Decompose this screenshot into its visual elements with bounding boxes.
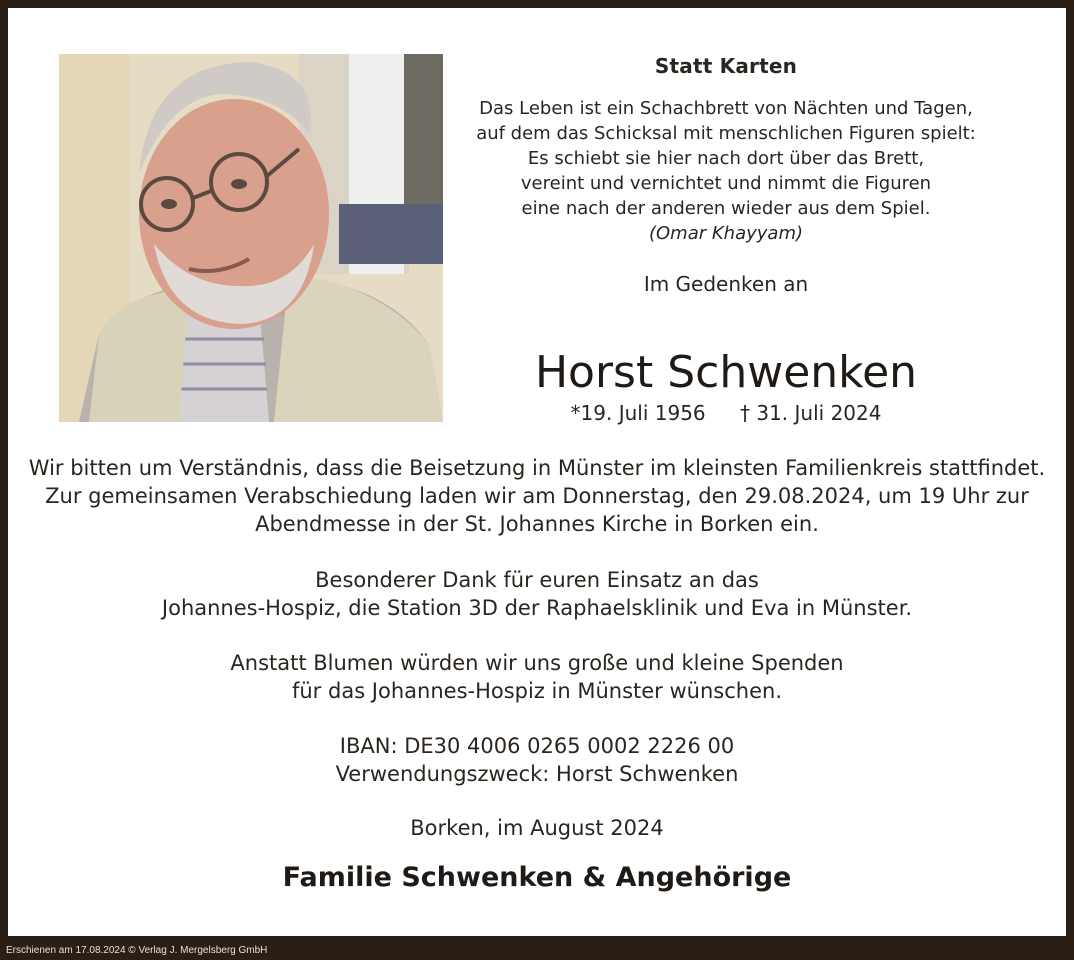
header-block (451, 52, 1001, 298)
memorial-intro: Im Gedenken an (643, 272, 809, 296)
statt-karten-heading: Statt Karten (654, 54, 798, 78)
family-signature: Familie Schwenken & Angehörige (282, 862, 792, 893)
life-dates (451, 400, 1001, 426)
payment-reference: Verwendungszweck: Horst Schwenken (335, 762, 739, 786)
deceased-name: Horst Schwenken (534, 347, 918, 398)
text-line: Johannes-Hospiz, die Station 3D der Raphaelsklinik und Eva in Münster. (161, 596, 913, 620)
iban: IBAN: DE30 4006 0265 0002 2226 00 (339, 734, 735, 758)
portrait-photo (59, 54, 443, 422)
text-line: für das Johannes-Hospiz in Münster wünschen. (291, 679, 782, 703)
obituary-card (8, 8, 1066, 936)
thanks-paragraph (8, 566, 1066, 622)
text-line: Abendmesse in der St. Johannes Kirche in Borken ein. (255, 512, 819, 536)
text-line: Anstatt Blumen würden wir uns große und kleine Spenden (230, 651, 844, 675)
poem-line: Das Leben ist ein Schachbrett von Nächten und Tagen, (479, 98, 973, 119)
text-line: Besonderer Dank für euren Einsatz an das (315, 568, 759, 592)
bank-details (8, 732, 1066, 788)
poem-author: (Omar Khayyam) (648, 223, 803, 244)
poem-line: auf dem das Schicksal mit menschlichen Figuren spielt: (476, 123, 976, 144)
poem-line: vereint und vernichtet und nimmt die Figuren (520, 173, 932, 194)
poem-line: Es schiebt sie hier nach dort über das Brett, (527, 148, 925, 169)
poem-line: eine nach der anderen wieder aus dem Spiel. (521, 198, 931, 219)
publication-footer: Erschienen am 17.08.2024 © Verlag J. Mergelsberg GmbH (6, 945, 268, 956)
birth-date: *19. Juli 1956 (570, 401, 706, 425)
donation-paragraph (8, 649, 1066, 705)
funeral-notice-paragraph (8, 454, 1066, 538)
death-date: † 31. Juli 2024 (740, 401, 882, 425)
place-date: Borken, im August 2024 (410, 816, 664, 840)
poem (451, 96, 1001, 246)
text-line: Wir bitten um Verständnis, dass die Beisetzung in Münster im kleinsten Familienkreis stattfindet. (28, 456, 1046, 480)
text-line: Zur gemeinsamen Verabschiedung laden wir am Donnerstag, den 29.08.2024, um 19 Uhr zur (45, 484, 1029, 508)
portrait-illustration (59, 54, 443, 422)
